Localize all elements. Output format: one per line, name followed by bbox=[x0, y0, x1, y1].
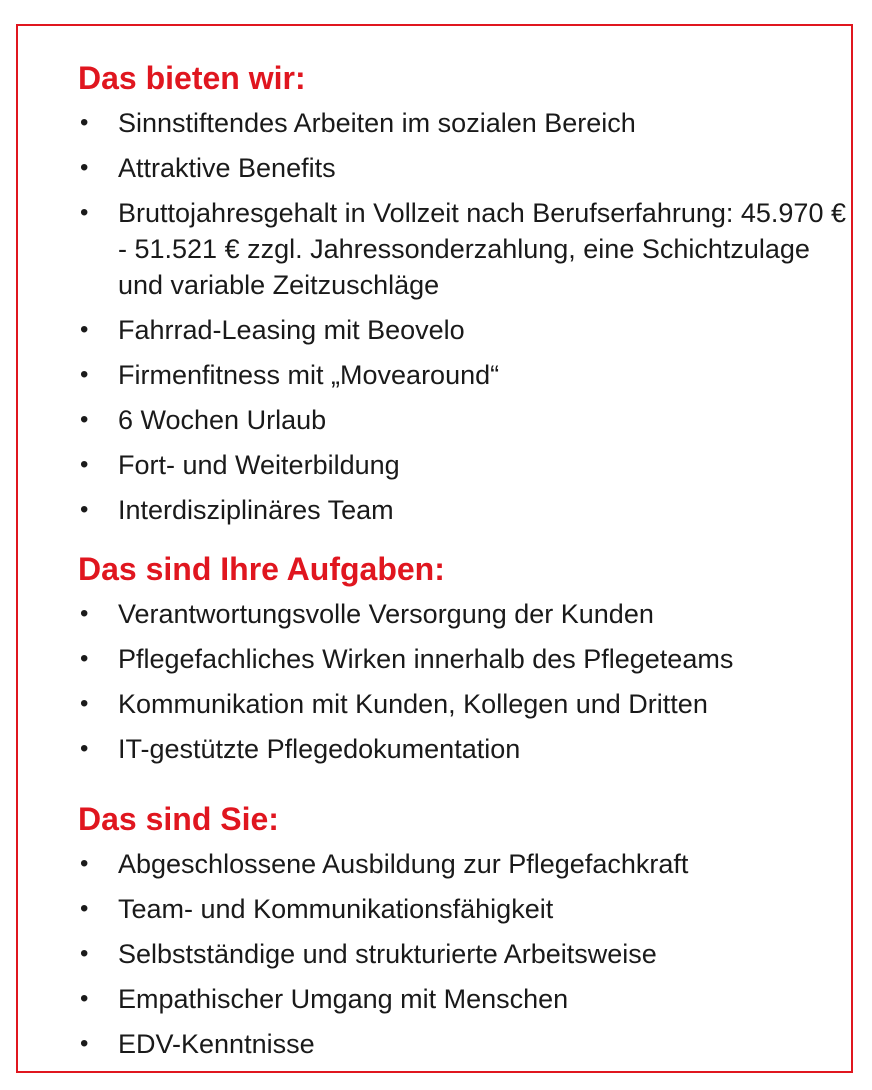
list-item-text: EDV-Kenntnisse bbox=[118, 1029, 315, 1059]
list-item bbox=[78, 402, 848, 438]
list-item bbox=[78, 981, 848, 1017]
bullet-icon: • bbox=[80, 406, 89, 433]
list-item-text: Verantwortungsvolle Versorgung der Kunden bbox=[118, 599, 654, 629]
list-item-text: Fort- und Weiterbildung bbox=[118, 450, 400, 480]
bullet-icon: • bbox=[80, 451, 89, 478]
bullet-icon: • bbox=[80, 154, 89, 181]
bullet-icon: • bbox=[80, 735, 89, 762]
bullet-icon: • bbox=[80, 316, 89, 343]
list-item-text: Kommunikation mit Kunden, Kollegen und Dritten bbox=[118, 689, 708, 719]
list-item bbox=[78, 596, 848, 632]
list-item bbox=[78, 686, 848, 722]
list-item-text: Empathischer Umgang mit Menschen bbox=[118, 984, 569, 1014]
list-item bbox=[78, 312, 848, 348]
section-heading: Das sind Ihre Aufgaben: bbox=[78, 551, 445, 587]
list-item bbox=[78, 447, 848, 483]
bullet-icon: • bbox=[80, 895, 89, 922]
list-item bbox=[78, 150, 848, 186]
bullet-icon: • bbox=[80, 600, 89, 627]
section-2 bbox=[78, 549, 848, 767]
list-item bbox=[78, 846, 848, 882]
bullet-icon: • bbox=[80, 690, 89, 717]
bullet-icon: • bbox=[80, 1030, 89, 1057]
list-item-text: IT-gestützte Pflegedokumentation bbox=[118, 734, 521, 764]
list-item bbox=[78, 105, 848, 141]
list-item bbox=[78, 1026, 848, 1062]
bullet-icon: • bbox=[80, 645, 89, 672]
bullet-icon: • bbox=[80, 496, 89, 523]
list-item-text: Attraktive Benefits bbox=[118, 153, 336, 183]
list-item bbox=[78, 357, 848, 393]
list-item-text: Fahrrad-Leasing mit Beovelo bbox=[118, 315, 465, 345]
list-item-text: Bruttojahresgehalt in Vollzeit nach Berufserfahrung: 45.970 € - 51.521 € zzgl. Jahressonderzahlung, eine Schichtzulage und variable Zeitzuschläge bbox=[118, 198, 846, 300]
bullet-list bbox=[78, 105, 848, 528]
bullet-icon: • bbox=[80, 985, 89, 1012]
list-item bbox=[78, 936, 848, 972]
list-item-text: Firmenfitness mit „Movearound“ bbox=[118, 360, 500, 390]
list-item-text: 6 Wochen Urlaub bbox=[118, 405, 327, 435]
list-item-text: Pflegefachliches Wirken innerhalb des Pflegeteams bbox=[118, 644, 734, 674]
bullet-list bbox=[78, 596, 848, 767]
job-offer-content bbox=[78, 58, 848, 1062]
list-item-text: Team- und Kommunikationsfähigkeit bbox=[118, 894, 554, 924]
list-item bbox=[78, 891, 848, 927]
list-item bbox=[78, 195, 848, 303]
section-1 bbox=[78, 58, 848, 528]
list-item bbox=[78, 492, 848, 528]
bullet-icon: • bbox=[80, 940, 89, 967]
bullet-icon: • bbox=[80, 109, 89, 136]
list-item-text: Selbstständige und strukturierte Arbeitsweise bbox=[118, 939, 657, 969]
list-item bbox=[78, 731, 848, 767]
section-heading: Das bieten wir: bbox=[78, 60, 306, 96]
list-item-text: Interdisziplinäres Team bbox=[118, 495, 394, 525]
list-item-text: Abgeschlossene Ausbildung zur Pflegefachkraft bbox=[118, 849, 689, 879]
list-item-text: Sinnstiftendes Arbeiten im sozialen Bereich bbox=[118, 108, 636, 138]
list-item bbox=[78, 641, 848, 677]
bullet-icon: • bbox=[80, 361, 89, 388]
bullet-icon: • bbox=[80, 850, 89, 877]
section-heading: Das sind Sie: bbox=[78, 801, 279, 837]
bullet-icon: • bbox=[80, 199, 89, 226]
section-3 bbox=[78, 799, 848, 1062]
bullet-list bbox=[78, 846, 848, 1062]
